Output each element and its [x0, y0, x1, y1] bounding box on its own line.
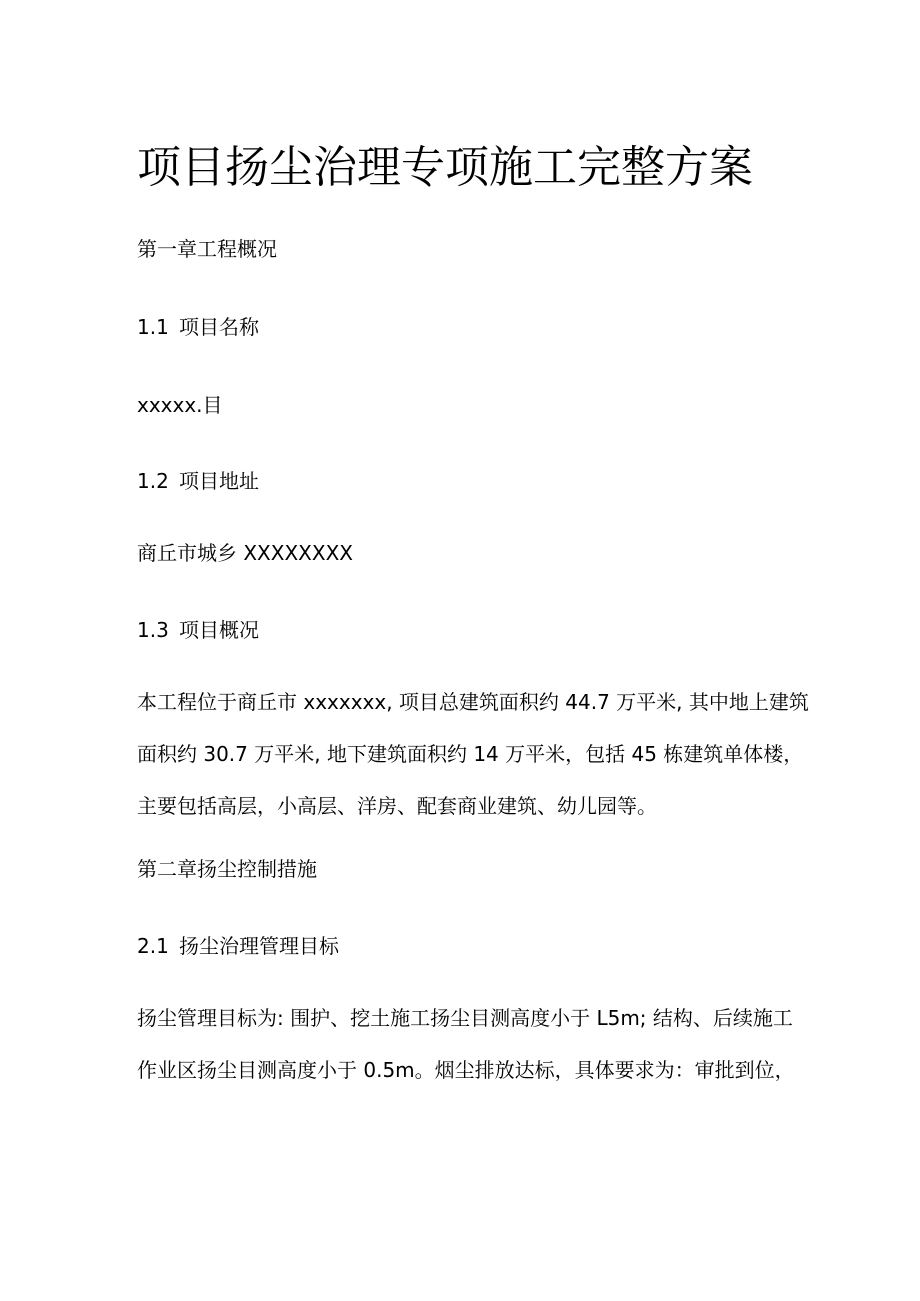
section-2-1-heading [137, 932, 339, 960]
overview-paragraph [137, 688, 809, 844]
chapter-1-heading: 第一章工程概况 [137, 237, 277, 261]
section-title: 扬尘治理管理目标 [179, 934, 339, 958]
paragraph-line: 作业区扬尘目测高度小于 0.5m。烟尘排放达标，具体要求为：审批到位， [137, 1058, 795, 1082]
section-title: 项目地址 [179, 469, 259, 493]
section-1-1-heading [137, 313, 259, 341]
paragraph-line: 面积约 30.7 万平米, 地下建筑面积约 14 万平米，包括 45 栋建筑单体楼， [137, 742, 804, 766]
section-number: 1.2 [137, 469, 169, 493]
section-number: 1.1 [137, 315, 169, 339]
chapter-2-heading: 第二章扬尘控制措施 [137, 857, 317, 881]
section-title: 项目概况 [179, 618, 259, 642]
target-paragraph [137, 1004, 797, 1108]
project-name-text: xxxxx.目 [137, 393, 223, 417]
section-number: 1.3 [137, 618, 169, 642]
paragraph-line: 扬尘管理目标为: 围护、挖土施工扬尘目测高度小于 L5m; 结构、后续施工 [137, 1006, 793, 1030]
project-address-text: 商丘市城乡 XXXXXXXX [137, 541, 353, 565]
paragraph-line: 主要包括高层，小高层、洋房、配套商业建筑、幼儿园等。 [137, 794, 657, 818]
section-title: 项目名称 [179, 315, 259, 339]
section-1-3-heading [137, 616, 259, 644]
section-1-2-heading [137, 467, 259, 495]
paragraph-line: 本工程位于商丘市 xxxxxxx, 项目总建筑面积约 44.7 万平米, 其中地上建筑 [137, 690, 809, 714]
section-number: 2.1 [137, 934, 169, 958]
document-title: 项目扬尘治理专项施工完整方案 [137, 142, 753, 193]
